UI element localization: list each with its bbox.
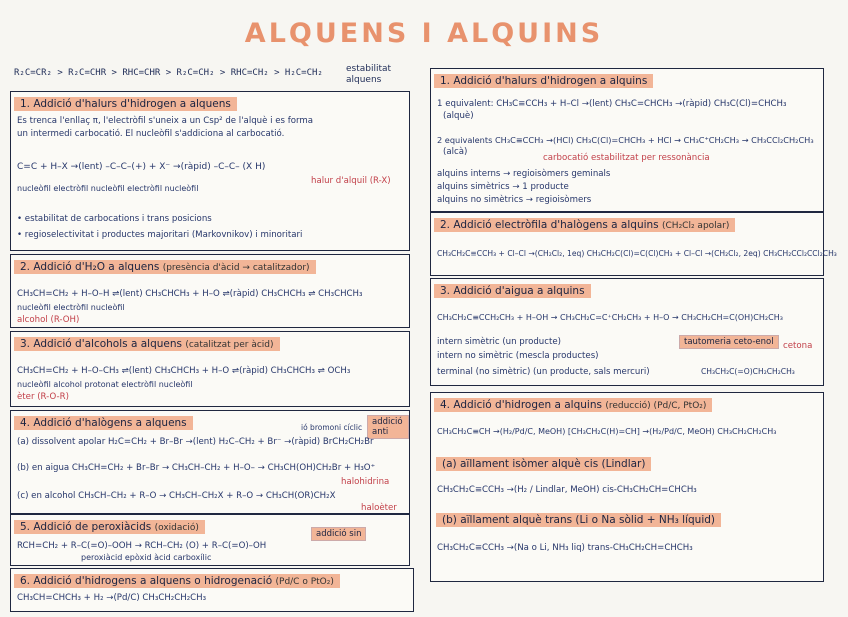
reaction-trans: CH₃CH₂C≡CCH₃ →(Na o Li, NH₃ liq) trans-CH₃CH₂CH=CHCH₃	[437, 543, 693, 553]
bullet: • regioselectivitat i productes majoritari (Markovnikov) i minoritari	[17, 230, 303, 240]
bullet: • estabilitat de carbocations i trans posicions	[17, 214, 212, 224]
note-line: intern simètric (un producte)	[437, 337, 561, 347]
header-text: 3. Addició d'alcohols a alquens	[20, 338, 182, 350]
note-line: alquins simètrics → 1 producte	[437, 182, 569, 192]
section-alcohol-alkenes	[10, 331, 410, 407]
reaction-a: (a) dissolvent apolar H₂C=CH₂ + Br–Br →(lent) H₂C–CH₂ + Br⁻ →(ràpid) BrCH₂CH₂Br	[17, 437, 374, 447]
role-labels: nucleòfil electròfil nucleòfil electròfil nucleòfil	[17, 184, 199, 193]
header-sub: (Pd/C o PtO₂)	[275, 577, 334, 587]
role-labels: nucleòfil electròfil nucleòfil	[17, 303, 125, 312]
carbocation-note: carbocatió estabilitzat per ressonància	[543, 153, 710, 163]
stability-chain: R₂C=CR₂ > R₂C=CHR > RHC=CHR > R₂C=CH₂ > RHC=CH₂ > H₂C=CH₂	[14, 68, 323, 78]
section-hydrogen-halide-alkynes	[430, 68, 824, 212]
section-header: 4. Addició d'halògens a alquens	[14, 416, 193, 430]
ketone-product: CH₃CH₂C(=O)CH₂CH₂CH₃	[701, 367, 795, 376]
bromonium-label: ió bromoni cíclic	[301, 423, 363, 432]
product-label: alcohol (R-OH)	[17, 315, 80, 325]
halohydrin-label: halohidrina	[341, 477, 390, 487]
tautomerism-tag: tautomeria ceto-enol	[679, 335, 779, 349]
reaction-equation: CH₃CH₂C≡CCH₃ + Cl–Cl →(CH₂Cl₂, 1eq) CH₃CH₂C(Cl)=C(Cl)CH₃ + Cl–Cl →(CH₂Cl₂, 2eq) CH₃CH₂CCl₂CCl₂CH₃	[437, 249, 837, 258]
header-text: 6. Addició d'hidrogens a alquens o hidrogenació	[20, 575, 273, 587]
reaction-1eq: 1 equivalent: CH₃C≡CCH₃ + H–Cl →(lent) CH₃C=CHCH₃ →(ràpid) CH₃C(Cl)=CHCH₃	[437, 99, 787, 109]
section-water-alkynes	[430, 278, 824, 386]
section-hydrogenation-alkenes	[10, 568, 414, 612]
text-line: un intermedi carbocatió. El nucleòfil s'addiciona al carbocatió.	[17, 129, 285, 139]
product-label: èter (R-O-R)	[17, 392, 69, 402]
role-labels: peroxiàcid epòxid àcid carboxílic	[81, 553, 212, 562]
section-halogen-alkenes	[10, 410, 410, 514]
alkene-label: (alquè)	[443, 111, 474, 121]
header-sub: (presència d'àcid → catalitzador)	[162, 263, 310, 273]
header-sub: (oxidació)	[154, 523, 199, 533]
reaction-equation: CH₃CH=CH₂ + H–O–H ⇌(lent) CH₃CHCH₃ + H–O ⇌(ràpid) CH₃CHCH₃ ⇌ CH₃CHCH₃	[17, 289, 363, 299]
role-labels: nucleòfil alcohol protonat electròfil nucleòfil	[17, 380, 193, 389]
section-header	[14, 337, 280, 351]
subsection-cis: (a) aïllament isòmer alquè cis (Lindlar)	[436, 457, 651, 471]
text-line: Es trenca l'enllaç π, l'electròfil s'uneix a un Csp² de l'alquè i es forma	[17, 116, 314, 126]
note-line: intern no simètric (mescla productes)	[437, 351, 599, 361]
section-header	[14, 574, 340, 588]
reaction-equation: CH₃CH=CHCH₃ + H₂ →(Pd/C) CH₃CH₂CH₂CH₃	[17, 593, 207, 603]
product-label: halur d'alquil (R-X)	[311, 176, 391, 186]
header-text: 4. Addició d'hidrogen a alquins	[440, 399, 602, 411]
anti-addition-tag: addició anti	[367, 415, 409, 439]
reaction-cis: CH₃CH₂C≡CCH₃ →(H₂ / Lindlar, MeOH) cis-CH₃CH₂CH=CHCH₃	[437, 485, 697, 495]
section-water-alkenes	[10, 254, 410, 328]
section-header	[434, 218, 735, 232]
section-header: 3. Addició d'aigua a alquins	[434, 284, 591, 298]
note-line: terminal (no simètric) (un producte, sals mercuri)	[437, 367, 650, 377]
header-text: 2. Addició d'H₂O a alquens	[20, 261, 160, 273]
reaction-equation: C=C + H–X →(lent) –C–C–(+) + X⁻ →(ràpid) –C–C– (X H)	[17, 162, 266, 172]
section-halogen-alkynes	[430, 212, 837, 276]
subsection-trans: (b) aïllament alquè trans (Li o Na sòlid + NH₃ líquid)	[436, 513, 721, 527]
ketone-label: cetona	[783, 341, 813, 351]
section-hydrogen-halide-alkenes	[10, 91, 410, 251]
haloether-label: haloèter	[361, 503, 397, 513]
header-sub: (reducció) (Pd/C, PtO₂)	[605, 401, 707, 411]
syn-addition-tag: addició sin	[311, 527, 366, 541]
section-header: 1. Addició d'halurs d'hidrogen a alquins	[434, 74, 653, 88]
stability-series	[14, 62, 414, 90]
reaction-2eq: 2 equivalents CH₃C≡CCH₃ →(HCl) CH₃C(Cl)=CHCH₃ + HCl → CH₃C⁺CH₂CH₃ → CH₃CCl₂CH₂CH₃	[437, 135, 814, 145]
reaction-equation: CH₃CH₂C≡CCH₂CH₃ + H–OH → CH₃CH₂C=C⁺CH₂CH₃ + H–O → CH₃CH₂CH=C(OH)CH₂CH₃	[437, 313, 783, 322]
reaction-equation: CH₃CH₂C≡CH →(H₂/Pd/C, MeOH) [CH₃CH₂C(H)=CH] →(H₂/Pd/C, MeOH) CH₃CH₂CH₂CH₃	[437, 427, 777, 436]
section-header	[14, 520, 205, 534]
section-peroxyacids	[10, 514, 410, 566]
note-line: alquins no simètrics → regioisòmers	[437, 195, 592, 205]
alkane-label: (alcà)	[443, 147, 468, 157]
header-sub: (CH₂Cl₂ apolar)	[662, 221, 730, 231]
section-header	[14, 260, 316, 274]
reaction-b: (b) en aigua CH₃CH=CH₂ + Br–Br → CH₃CH–CH₂ + H–O– → CH₃CH(OH)CH₂Br + H₃O⁺	[17, 463, 376, 473]
reaction-c: (c) en alcohol CH₃CH–CH₂ + R–O → CH₃CH–CH₂X + R–O → CH₃CH(OR)CH₂X	[17, 491, 336, 501]
header-text: 2. Addició electròfila d'halògens a alquins	[440, 219, 659, 231]
section-hydrogenation-alkynes	[430, 392, 824, 582]
header-text: 5. Addició de peroxiàcids	[20, 521, 152, 533]
header-sub: (catalitzat per àcid)	[185, 340, 274, 350]
note-line: alquins interns → regioisòmers geminals	[437, 169, 611, 179]
stability-label: estabilitat alquens	[346, 64, 392, 85]
section-header	[434, 398, 712, 412]
reaction-equation: CH₃CH=CH₂ + H–O–CH₃ ⇌(lent) CH₃CHCH₃ + H–O ⇌(ràpid) CH₃CHCH₃ ⇌ OCH₃	[17, 366, 351, 376]
page-title: ALQUENS I ALQUINS	[244, 18, 604, 49]
section-header: 1. Addició d'halurs d'hidrogen a alquens	[14, 97, 237, 111]
reaction-equation: RCH=CH₂ + R–C(=O)–OOH → RCH–CH₂ (O) + R–C(=O)–OH	[17, 541, 267, 551]
